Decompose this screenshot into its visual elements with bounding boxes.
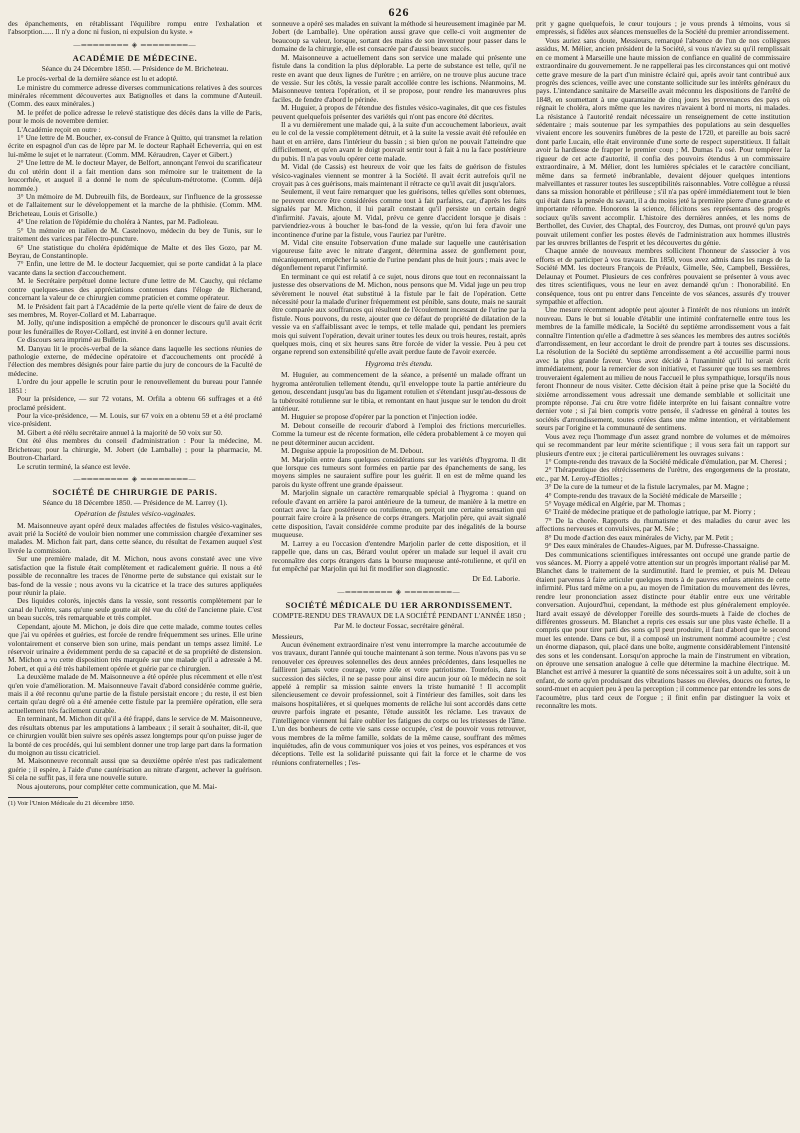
paragraph: Pour la présidence, — sur 72 votans, M. Orfila a obtenu 66 suffrages et a été proclamé président. <box>8 394 262 412</box>
paragraph: Sur une première malade, dit M. Michon, nous avons constaté avec une vive satisfaction que la fistule était complètement et radicalement guérie. Il nous a été possible de reconnaître les traces de l'énorme perte de substance qui existait sur le bas-fond de la vessie ; nous avons vu la cicatrice et la trace des sutures appliquées pour réunir la plaie. <box>8 554 262 597</box>
paragraph: Des communications scientifiques intéressantes ont occupé une grande partie de vos séances. M. Piorry a appelé votre attention sur un progrès important réalisé par M. Blanchet dans le traitement de la surdimutité. Itard le premier, et puis M. Deleau étaient parvenus à faire articuler quelques mots à de pauvres enfans atteints de cette infirmité. Plus tard même on a pu, au moyen de l'imitation du mouvement des lèvres, rendre leur prononciation assez distincte pour établir entre eux une véritable conversation. Aujourd'hui, cependant, la méthode est plus généralement employée. Itard avait essayé de développer l'oreille des sourds-muets à l'aide de cloches de différentes grosseurs. M. Blanchet a repris ces essais sur une plus vaste échelle. Il a compris que pour tirer parti des sons qu'il peut produire, il faut d'abord que le second muet les entende. Dans ce but, il a composé un instrument nommé acoumètre ; c'est un énorme diapason, qui, placé dans une boîte, augmente considérablement l'intensité des sons et les condensant. Lorsqu'on approche la main de l'instrument en vibration, on éprouve une sensation analogue à celle que détermine la machine électrique. M. Blanchet est arrivé à mesurer la quantité de sons nécessaires soit à un adulte, soit à un enfant, de sorte qu'en produisant des vibrations basses ou élevées, douces ou fortes, le sourd-muet en acquiert peu à peu la perception ; il commence par entendre les sons de l'acoumètre, plus tard ceux de l'orgue ; il finit enfin par distinguer la voix et reconnaître les mots. <box>536 549 790 711</box>
paragraph: M. Vidal (de Cassis) est heureux de voir que les faits de guérison de fistules vésico-vaginales viennent se montrer à la Société. Il avait écrit autrefois qu'il ne croyait pas à ces guérisons, mais maintenant il rétracte ce qu'il avait dit jusqu'alors. <box>272 162 526 189</box>
section-subtitle: Séance du 24 Décembre 1850. — Présidence de M. Bricheteau. <box>41 63 229 73</box>
paragraph: En terminant ce qui est relatif à ce sujet, nous dirons que tout en reconnaissant la justesse des observations de M. Michon, nous pensons que M. Vidal juge un peu trop sévèrement le nouvel état substitué à la fistule par le fait de l'opération. Cette nécessité pour la malade d'uriner fréquemment est pénible, sans doute, mais ne saurait être comparée aux souffrances qui résultent de l'écoulement incessant de l'urine par la fistule. Nous pouvons, du reste, ajouter que ce défaut de propriété de dilatation de la vessie va en s'affaiblissant avec le temps, et telle malade qui, pendant les premiers mois qui suivent l'opération, devait uriner toutes les deux ou trois heures, restait, après quelques mois, cinq et six heures sans être forcée de vider la vessie. Peu à peu cet organe reprend son extensibilité qu'elle avait perdue faute de l'avoir exercée. <box>272 271 526 357</box>
page-number: 626 <box>388 5 410 19</box>
column-left <box>8 20 262 1120</box>
paragraph: Chaque année de nouveaux membres sollicitent l'honneur de s'associer à vos efforts et de participer à vos travaux. En 1850, vous avez admis dans les rangs de la Société MM. les docteurs François de Préaulx, Gimelle, Sée, Campbell, Bessières, Delaunay et Poumet. Plusieurs de ces confrères pouvaient se présenter à vous avec des titres scientifiques, vous ne leur en avez demandé qu'un : l'honorabilité. En conséquence, tous ont pu entrer dans l'enceinte de vos séances, assurés d'y trouver sympathie et affection. <box>536 246 790 306</box>
paragraph: Vous avez reçu l'hommage d'un assez grand nombre de volumes et de mémoires qui se recommandent par leur mérite scientifique ; il vous sera fait un rapport sur plusieurs d'entre eux ; je citerai particulièrement les ouvrages suivans : <box>536 431 790 458</box>
paragraph: Cependant, ajoute M. Michon, je dois dire que cette malade, comme toutes celles que j'ai vu opérées et guéries, est forcée de rendre fréquemment ses urines. Elle urine volontairement et conserve bien son urine, mais pendant un temps assez limité. Le réservoir urinaire a évidemment perdu de sa capacité et de sa propriété de distension. M. Michon a vu cette disposition très marquée sur une malade qu'il a adressée à M. Jobert, et qui a été très habilement opérée et guérie par ce chirurgien. <box>8 621 262 673</box>
paragraph: Seulement, il veut faire remarquer que les guérisons, telles qu'elles sont obtenues, ne peuvent encore être considérées comme tout à fait parfaites, car, d'après les faits signalés par M. Michon, il lui paraît constant qu'il persiste un certain degré d'infirmité. J'avais, ajoute M. Vidal, prévu ce genre d'accident lorsque je disais : parviendriez-vous à boucher le bas-fond de la vessie, qu'on lui fera d'avoir une incontinence d'urine par la fistule, vous l'auriez par l'urètre. <box>272 187 526 239</box>
paragraph: M. Danyau lit le procès-verbal de la séance dans laquelle les sections réunies de pathologie externe, de médecine opératoire et d'accouchements ont procédé à l'élection des membres désignés pour faire partie du jury de concours de la Faculté de médecine. <box>8 343 262 378</box>
paragraph: M. Marjolin signale un caractère remarquable spécial à l'hygroma : quand on refoule d'avant en arrière la paroi antérieure de la tumeur, de manière à la mettre en contact avec la face postérieure ou rotulienne, on perçoit une certaine sensation qui pourrait faire croire à la présence de corps étrangers. Marjolin père, qui avait signalé cette disposition, l'avait considérée comme produite par des inégalités de la bourse muqueuse. <box>272 488 526 540</box>
section-subtitle: Par M. le docteur Fossac, secrétaire général. <box>334 621 464 631</box>
paragraph: M. Maisonneuve ayant opéré deux malades affectées de fistules vésico-vaginales, avait prié la Société de vouloir bien nommer une commission chargée d'examiner ses malades. M. Michon fait part, dans cette séance, du résultat de l'examen auquel s'est livrée la commission. <box>8 520 262 555</box>
paragraph: Ce discours sera imprimé au Bulletin. <box>17 335 128 345</box>
paragraph: M. Debout conseille de recourir d'abord à l'emploi des frictions mercurielles. Comme la tumeur est de récente formation, elle cédera probablement à ce moyen qui ne peut déterminer aucun accident. <box>272 420 526 447</box>
paragraph: Messieurs, <box>272 631 304 641</box>
paragraph: M. Marjolin entre dans quelques considérations sur les variétés d'hygroma. Il dit que lorsque ces tumeurs sont formées en partie par des épanchements de sang, les moyens simples ne sauraient suffire pour les guérir. Il en est de même quand les parois du kyste offrent une grande épaisseur. <box>272 454 526 489</box>
section-title: ACADÉMIE DE MÉDECINE. <box>72 53 198 64</box>
paragraph: M. le Secrétaire perpétuel donne lecture d'une lettre de M. Cauchy, qui réclame contre quelques-unes des appréciations contenues dans l'éloge de Richerand, concernant la valeur de ce chirurgien comme praticien et comme opérateur. <box>8 276 262 303</box>
column-right <box>536 20 790 1120</box>
paragraph: M. Larrey a eu l'occasion d'entendre Marjolin parler de cette disposition, et il rappelle que, dans un cas, Bérard voulut opérer un malade sur lequel il avait cru reconnaître des corps étrangers dans la bourse muqueuse anté-rotulienne, et qu'il en fut empêché par Marjolin qui lui fit modifier son diagnostic. <box>272 538 526 573</box>
paragraph: M. Maisonneuve a actuellement dans son service une malade qui présente une fistule dans la condition la plus déplorable. La perte de substance est telle, qu'il ne reste en avant que deux lignes de l'urètre ; en arrière, on ne trouve plus aucune trace de vessie. Sur les côtés, la vessie paraît accollée contre les ischions. Néanmoins, M. Maisonneuve tentera l'opération, et il se propose, pour rendre les manœuvres plus faciles, de fendre d'abord le périnée. <box>272 52 526 104</box>
section-divider <box>8 475 262 483</box>
paragraph: Le scrutin terminé, la séance est levée. <box>17 461 131 471</box>
section-subtitle: Séance du 18 Décembre 1850. — Présidence de M. Larrey (1). <box>42 497 228 507</box>
paragraph: 6° Une statistique du choléra épidémique de Malte et des îles Gozo, par M. Beyrau, de Constantinople. <box>8 242 262 260</box>
paragraph: L'ordre du jour appelle le scrutin pour le renouvellement du bureau pour l'année 1851 : <box>8 377 262 395</box>
paragraph: Pour la vice-présidence, — M. Louis, sur 67 voix en a obtenu 59 et a été proclamé vice-président. <box>8 410 262 429</box>
paragraph: Ont été élus membres du conseil d'administration : Pour la médecine, M. Bricheteau; pour la chirurgie, M. Jobert (de Lamballe) ; pour la pharmacie, M. Boutron-Charlard. <box>8 436 262 463</box>
section-title: SOCIÉTÉ DE CHIRURGIE DE PARIS. <box>52 487 218 498</box>
paragraph: 2° Une lettre de M. le docteur Mayer, de Belfort, annonçant l'envoi du scarificateur du col utérin dont il a fait mention dans son mémoire sur le traitement de la leucorrhée, et auquel il a donné le nom de spéculum-métrotome. (Comm. déjà nommée.) <box>8 158 262 193</box>
paragraph: M. Deguise appuie la proposition de M. Debout. <box>281 446 424 456</box>
paragraph: M. Jolly, qu'une indisposition a empêché de prononcer le discours qu'il avait écrit pour les funérailles de Royer-Collard, est invité à en donner lecture. <box>8 318 262 336</box>
section-title: SOCIÉTÉ MÉDICALE DU 1ER ARRONDISSEMENT. <box>285 600 513 611</box>
paragraph: 2° Thérapeutique des rétrécissemens de l'urètre, des engorgemens de la prostate, etc., par M. Leroy-d'Etiolles ; <box>536 465 790 483</box>
paragraph: M. le Président fait part à l'Académie de la perte qu'elle vient de faire de deux de ses membres, M. Royer-Collard et M. Labarraque. <box>8 301 262 319</box>
paragraph: M. Maisonneuve reconnaît aussi que sa deuxième opérée n'est pas radicalement guérie ; il espère, à l'aide d'une cautérisation au nitrate d'argent, achever la guérison. Si cela ne suffit pas, il fera une nouvelle suture. <box>8 756 262 783</box>
paragraph: sonneuve a opéré ses malades en suivant la méthode si heureusement imaginée par M. Jobert (de Lamballe). Une opération aussi grave que celle-ci voit augmenter de beaucoup sa valeur, lorsque, sortant des mains de son inventeur pour passer dans le domaine de la chirurgie, elle est consacrée par d'aussi beaux succès. <box>272 20 526 54</box>
paragraph: 9° Des eaux minérales de Chaudes-Aigues, par M. Dufresse-Chassaigne. <box>545 541 760 551</box>
paragraph: 4° Une relation de l'épidémie du choléra à Nantes, par M. Padioleau. <box>17 217 219 227</box>
paragraph: M. le préfet de police adresse le relevé statistique des décès dans la ville de Paris, pour le mois de novembre dernier. <box>8 107 262 126</box>
paragraph: Vous auriez sans doute, Messieurs, remarqué l'absence de l'un de nos collègues assidus, M. Mélier, ancien président de la Société, si vous n'aviez su qu'il remplissait en ce moment à Marseille une haute mission de confiance en qualité de commissaire extraordinaire du gouvernement. Je ne rappellerai pas les circonstances qui ont motivé cette grave mesure de la part d'un ministre éclairé qui, après avoir tant contribué aux progrès des sciences, veille avec une constante sollicitude sur les intérêts généraux du pays. L'intendance sanitaire de Marseille avait méconnu les dispositions de l'arrêté de 1848, en soumettant à une quarantaine de cinq jours les provenances des pays où régnait le choléra, alors même que les navires n'avaient à bord ni morts, ni malades. La résistance à l'autorité rendait nécessaire un renseignement de cette institution sédentaire ; mais soutenue par les sympathies des populations au sein desquelles vivaient encore les souvenirs funèbres de la peste de 1720, et pareille au bois sacré dont parle Lucain, elle était environnée d'une sorte de respect superstitieux. Il fallait avoir la hardiesse de frapper le premier coup ; M. Dumas l'a osé. Pour tempérer la rigueur de cet acte d'autorité, il confia des pouvoirs étendus à un commissaire extraordinaire, à M. Mélier, dont les lumières spéciales et le caractère conciliant, même dans sa fermeté inébranlable, devaient déjouer quelques intentions malveillantes et rassurer toutes les susceptibilités raisonnables. Votre collègue a réussi dans sa mission honorable et périlleuse ; s'il n'a pas opéré immédiatement tout le bien qui était dans la pensée du savant, il a du moins jeté la première pierre d'une grande et importante réforme. Honorons la science, félicitons ses représentans des progrès sociaux qu'ils savent accomplir. L'histoire des dernières années, et les noms de Berthollet, des Cuvier, des Chaptal, des Fourcroy, des Dumas, ont prouvé qu'un pays pouvait utilement confier les postes élevés de l'administration aux hommes illustrés par les œuvres brillantes de l'esprit et les découvertes du génie. <box>536 35 790 247</box>
section-divider <box>8 41 262 49</box>
paragraph: 5° Voyage médical en Algérie, par M. Thomas ; <box>545 499 685 509</box>
article-heading: Opération de fistules vésico-vaginales. <box>74 509 196 519</box>
columns <box>8 20 790 1120</box>
paragraph: Il a vu dernièrement une malade qui, à la suite d'un accouchement laborieux, avait eu le col de la vessie complètement détruit, et à la suite la vessie avait été refoulée en haut et en arrière, dans l'intérieur du bassin ; si bien qu'on ne pouvait l'atteindre que difficilement, et qu'en avant le doigt pouvait sentir tout à fait à nu la face postérieure du pubis. Il n'a pas voulu opérer cette malade. <box>272 120 526 163</box>
paragraph: Aucun événement extraordinaire n'est venu interrompre la marche accoutumée de vos travaux, durant l'année qui touche maintenant à son terme. Nous n'avons pas vu se renouveler ces épreuves solennelles des deux années précédentes, dans lesquelles ne faillirent jamais votre courage, votre zèle et votre patriotisme. Toutefois, dans la succession des siècles, il ne se passe pour ainsi dire aucun jour où le médecin ne soit appelé à remplir sa mission sainte envers la triste humanité ! Il accomplit silencieusement ce devoir professionnel, soit à l'intérieur des familles, soit dans les maisons hospitalières, et si quelques moments de relâche lui sont accordés dans cette œuvre parfois ingrate et pesante, l'étude aussitôt les réclame. Les travaux de l'intelligence viennent lui faire oublier les fatigues du corps ou les tristesses de l'âme. L'un des bonheurs de cette vie sans cesse occupée, c'est de pouvoir vous retrouver, vous membres de la même famille, soldats de la même cause, souffrant des mêmes inquiétudes, afin de vous communiquer vos joies et vos peines, vos espérances et vos déceptions. Telle est la solidarité puissante qui fait la force et le charme de vos réunions confraternelles ; l'es- <box>272 639 526 767</box>
article-heading: Hygroma très étendu. <box>365 358 433 368</box>
paragraph: 3° Un mémoire de M. Dubreuilh fils, de Bordeaux, sur l'influence de la grossesse et de l'allaitement sur le développement et la marche de la phthisie. (Comm. MM. Bricheteau, Louis et Grisolle.) <box>8 192 262 218</box>
paragraph: 6° Traité de médecine pratique et de pathologie iatrique, par M. Piorry ; <box>545 507 756 517</box>
paragraph: M. Huguier, à propos de l'étendue des fistules vésico-vaginales, dit que ces fistules peuvent quelquefois présenter des variétés qui n'ont pas encore été décrites. <box>272 103 526 121</box>
paragraph: prit y gagne quelquefois, le cœur toujours ; je vous prends à témoins, vous si empressés, si fidèles aux séances mensuelles de la Société du premier arrondissement. <box>536 20 790 37</box>
paragraph: L'Académie reçoit en outre : <box>17 124 101 134</box>
signature: Dr Ed. Laborie. <box>472 574 520 584</box>
paragraph: M. Gibert a été réélu secrétaire annuel à la majorité de 50 voix sur 50. <box>17 427 223 437</box>
paragraph: Une mesure récemment adoptée peut ajouter à l'intérêt de nos réunions un intérêt nouveau. Dans le but si louable d'établir une intimité confraternelle entre tous les membres de la famille médicale, la Société du septième arrondissement vous a fait connaître l'intention qu'elle a d'admettre à ses séances les membres des autres sociétés d'arrondissement, en leur accordant le droit de prendre part à toutes ses discussions. La résolution de la Société du septième arrondissement a été accueillie parmi nous avec la plus grande faveur. Vous avez décidé à l'unanimité qu'il lui serait écrit immédiatement, pour la remercier de son initiative, et l'assurer que tous ses membres trouveraient également au milieu de nous l'accueil le plus sympathique, lorsqu'ils nous feront l'honneur de nous visiter. Cette décision était à peine prise que la Société du sixième arrondissement vous adressait une demande semblable et sollicitait une prompte réponse. J'ai cru être votre fidèle interprète en lui faisant connaître votre dernier vote ; si j'ai bien compris votre pensée, il s'adresse en général à toutes les sociétés d'arrondissement, toutes créées dans une même intention, et véritablement sœurs par l'origine et la communauté de sentimens. <box>536 305 790 433</box>
footnote-rule <box>8 797 78 798</box>
paragraph: Des liquides colorés, injectés dans la vessie, sont ressortis complètement par le canal de l'urètre, sans qu'une seule goutte ait été vue du côté de l'ancienne plaie. C'est un beau succès, très remarquable et très complet. <box>8 596 262 623</box>
paragraph: En terminant, M. Michon dit qu'il a été frappé, dans le service de M. Maisonneuve, des résultats obtenus par les amputations à lambeaux ; il serait à souhaiter, dit-il, que ce chirurgien voulût bien suivre ses opérés assez longtemps pour qu'on puisse juger de la bonté de ces procédés, qui lui semblent donner une trop large part dans la formation du moignon au tissu cicatriciel. <box>8 714 262 758</box>
paragraph: des épanchements, en rétablissant l'équilibre rompu entre l'exhalation et l'absorption...... Il n'y a donc ni fusion, ni expulsion du kyste. » <box>8 20 262 37</box>
paragraph: 5° Un mémoire en italien de M. Castelnovo, médecin du bey de Tunis, sur le traitement des varices par l'électro-puncture. <box>8 225 262 244</box>
section-divider <box>272 588 526 596</box>
paragraph: 8° Du mode d'action des eaux minérales de Vichy, par M. Petit ; <box>545 532 733 542</box>
paragraph: M. Huguier, au commencement de la séance, a présenté un malade offrant un hygroma antérotulien tellement étendu, qu'il enveloppe toute la partie antérieure du genou, descendant jusqu'au bas du ligament rotulien et s'étendant jusqu'au-dessous de la tubérosité rotulienne sur le tibia, et remontant en haut jusque sur le tendon du droit antérieur. <box>272 370 526 413</box>
paragraph: 1° Compte-rendu des travaux de la Société médicale d'émulation, par M. Cheresi ; <box>545 456 787 466</box>
paragraph: 1° Une lettre de M. Boucher, ex-consul de France à Quitto, qui transmet la relation écrite en espagnol d'un cas de lèpre par M. le docteur Raphaël Echeverria, qui en est lui-même le sujet et le narrateur. (Comm. MM. Kéraudren, Cayer et Gibert.) <box>8 133 262 159</box>
paragraph: 7° De la chorée. Rapports du rhumatisme et des maladies du cœur avec les affections nerveuses et convulsives, par M. Sée ; <box>536 515 790 534</box>
footnote: (1) Voir l'Union Médicale du 21 décembre 1850. <box>8 800 135 808</box>
paragraph: M. Vidal cite ensuite l'observation d'une malade sur laquelle une cautérisation vigoureuse faite avec le nitrate d'argent, détermina assez de gonflement pour, mécaniquement, empêcher la sortie de l'urine pendant plus de huit jours ; mais avec le dégonflement reparut l'infirmité. <box>272 237 526 273</box>
paragraph: Le procès-verbal de la dernière séance est lu et adopté. <box>17 74 178 84</box>
section-subtitle: COMPTE-RENDU DES TRAVAUX DE LA SOCIÉTÉ PENDANT L'ANNÉE 1850 ; <box>272 610 526 620</box>
column-middle <box>272 20 526 1120</box>
paragraph: 3° De la cure de la tumeur et de la fistule lacrymales, par M. Magne ; <box>545 482 749 492</box>
paragraph: M. Huguier se propose d'opérer par la ponction et l'injection iodée. <box>281 412 478 422</box>
paragraph: 7° Enfin, une lettre de M. le docteur Jacquemier, qui se porte candidat à la place vacante dans la section d'accouchement. <box>8 259 262 277</box>
paragraph: Nous ajouterons, pour compléter cette communication, que M. Mai- <box>17 781 218 791</box>
paragraph: 4° Compte-rendu des travaux de la Société médicale de Marseille ; <box>545 490 742 500</box>
paragraph: La deuxième malade de M. Maisonneuve a été opérée plus récemment et elle n'est qu'en voie d'amélioration. M. Maisonneuve l'avait d'abord considérée comme guérie, mais il a été reconnu qu'une partie de la fistule persistait encore ; du reste, il est bien certain qu'au degré où a été amenée cette fistule par la première opération, elle sera actuellement très facilement curable. <box>8 672 262 715</box>
paragraph: Le ministre du commerce adresse diverses communications relatives à des sources minérales récemment découvertes aux Batignolles et dans la commune d'Auteuil. (Comm. des eaux minérales.) <box>8 82 262 109</box>
